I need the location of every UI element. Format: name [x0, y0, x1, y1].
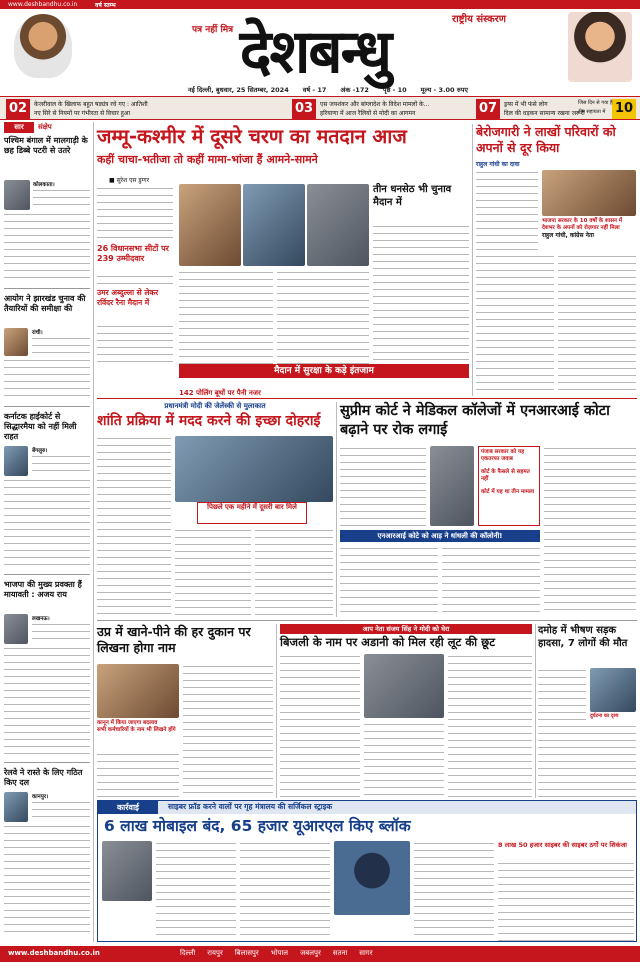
sidebar-item-body: [4, 358, 90, 402]
candidate-photo: [307, 184, 369, 266]
masthead-portrait-left: [14, 14, 72, 78]
sidebar-header-a: सार: [4, 122, 34, 133]
cyber-body: [240, 841, 330, 941]
modi-story[interactable]: [97, 402, 333, 617]
sidebar-item-dateline: कानपुर।: [32, 794, 49, 800]
sidebar-header-b: संक्षेप: [38, 123, 52, 131]
footer-city: दिल्ली: [180, 949, 196, 957]
lead-byline-name: सुरेश एस डुग्गर: [116, 177, 150, 184]
sidebar-item-body: [4, 824, 90, 934]
lead-box-1: [97, 244, 173, 274]
sc-body: [340, 546, 438, 616]
sidebar-item-photo: [4, 614, 28, 644]
accident-story[interactable]: [538, 624, 636, 798]
cyber-kicker: साइबर फ्रॉड करने वालों पर गृह मंत्रालय की सर्जिकल स्ट्राइक: [168, 802, 333, 811]
cyber-body: [498, 861, 634, 941]
adani-body: [364, 722, 444, 798]
teaser-line: टीम सहायता में: [578, 109, 606, 115]
dateline-price: मूल्य - 3.00 रुपए: [420, 86, 468, 94]
sc-bullet: कोर्ट में यह था तीन मामला: [481, 489, 535, 495]
sidebar-item-headline: भाजपा की मुख्य प्रवक्ता हैं मायावती : अजय राय: [4, 580, 82, 599]
lead-column-text: [97, 324, 173, 364]
teaser-line: एस जयशंकर और बांग्लादेश के विदेश मामलों के...: [320, 101, 430, 108]
dateline-date: नई दिल्ली, बुधवार, 25 सितम्बर, 2024: [187, 86, 289, 94]
lead-column-text: [97, 274, 173, 288]
sidebar-item-body: [4, 212, 90, 284]
sc-body: [544, 446, 636, 616]
modi-kicker: प्रधानमंत्री मोदी की जेलेंस्की से मुलाकात: [164, 402, 266, 410]
teaser-3[interactable]: [476, 99, 585, 119]
sidebar-item-dateline: बेंगलुरु।: [32, 448, 48, 454]
sc-story[interactable]: [340, 402, 636, 617]
cyber-body: [156, 841, 236, 941]
food-headline: उप्र में खाने-पीने की हर दुकान पर लिखना होगा नाम: [97, 624, 251, 655]
lead-inset-body: [373, 224, 469, 364]
sidebar-item[interactable]: [4, 768, 90, 938]
footer-city: भोपाल: [270, 949, 289, 957]
lead-substory: [179, 380, 469, 397]
sidebar-item-photo: [4, 180, 30, 210]
unemployment-headline: बेरोजगारी ने लाखों परिवारों को अपनों से दूर किया: [476, 124, 616, 155]
adani-photo: [364, 654, 444, 718]
sidebar: [4, 122, 90, 942]
cyber-headline: 6 लाख मोबाइल बंद, 65 हजार यूआरएल किए ब्लॉक: [104, 817, 411, 835]
adani-story[interactable]: [280, 624, 532, 798]
sc-bullet: कोर्ट के फैसले से सहमत नहीं: [481, 469, 530, 482]
unemployment-kicker: राहुल गांधी का दावा: [476, 161, 520, 168]
accident-caption: दुर्घटना का दृश्य: [590, 713, 619, 719]
food-story[interactable]: [97, 624, 273, 798]
lead-column-text: [179, 270, 273, 364]
sidebar-item[interactable]: [4, 294, 90, 404]
teaser-line: केजरीवाल के खिलाफ बहुत षड्यंत्र रचे गए : आतिशी: [34, 101, 148, 108]
unemployment-quote: [542, 218, 636, 250]
lead-column-text: [97, 186, 173, 242]
lead-headline: जम्मू-कश्मीर में दूसरे चरण का मतदान आज: [97, 125, 407, 148]
cyber-photo-2: [334, 841, 410, 915]
sidebar-item[interactable]: [4, 580, 90, 760]
footer-city: बिलासपुर: [234, 949, 259, 957]
teaser-2[interactable]: [292, 99, 462, 119]
lead-banner-text: मैदान में सुरक्षा के कड़े इंतजाम: [274, 366, 374, 376]
unemployment-story[interactable]: [476, 124, 636, 396]
accident-photo: [590, 668, 636, 712]
sc-callout: [340, 530, 540, 542]
food-photo: [97, 664, 179, 718]
lead-column-text: [277, 270, 369, 364]
lead-byline: ■ सुरेश एस डुग्गर: [109, 177, 150, 184]
sidebar-item-headline: कर्नाटक हाईकोर्ट से सिद्धारमैया को नहीं मिली राहत: [4, 412, 77, 441]
accident-body: [538, 724, 636, 798]
food-body: [183, 664, 273, 798]
lead-banner: [179, 364, 469, 378]
sidebar-item-body: [32, 454, 90, 476]
cyber-story[interactable]: [97, 800, 637, 942]
sc-callout-text: एनआरआई कोटे को आड़ ने धांधली की कॉलोनी!: [377, 532, 503, 540]
footer-website[interactable]: www.deshbandhu.co.in: [8, 949, 100, 957]
edition-label: राष्ट्रीय संस्करण: [452, 14, 507, 25]
dateline-bar: [108, 84, 548, 95]
cyber-label-bar: [98, 801, 636, 814]
lead-story[interactable]: [97, 124, 469, 396]
cyber-sub: 8 लाख 50 हजार साइबर की साइबर ठगों पर शिकंजा: [498, 841, 627, 849]
footer-city: सतना: [332, 949, 348, 957]
sc-headline: सुप्रीम कोर्ट ने मेडिकल कॉलेजों में एनआरआई कोटा बढ़ाने पर रोक लगाई: [340, 403, 610, 438]
sidebar-item-headline: आयोग ने झारखंड चुनाव की तैयारियों की समीक्षा की: [4, 294, 86, 313]
candidate-photo: [243, 184, 305, 266]
lead-photo-strip: [179, 184, 369, 266]
food-body: [97, 752, 179, 798]
cyber-body: [414, 841, 494, 941]
sc-photo: [430, 446, 474, 526]
sidebar-item-headline: रेलवे ने रास्ते के लिए गठित किए दल: [4, 768, 83, 787]
teaser-page-number: 02: [6, 99, 30, 119]
cyber-label: कार्रवाई: [98, 801, 158, 814]
modi-body: [175, 528, 251, 616]
lead-subheadline: कहीं चाचा-भतीजा तो कहीं मामा-भांजा हैं आमने-सामने: [97, 153, 318, 166]
footer-cities: [180, 949, 600, 958]
teaser-page-number: 07: [476, 99, 500, 119]
sidebar-item-body: [4, 646, 90, 756]
adani-kicker: आप नेता संजय सिंह ने मोदी को घेरा: [280, 624, 532, 634]
sc-bullets: [478, 446, 540, 526]
teaser-page-number: 10: [612, 99, 636, 119]
sidebar-item-headline: पश्चिम बंगाल में मालगाड़ी के छह डिब्बे पटरी से उतरे: [4, 136, 88, 155]
teaser-4[interactable]: [578, 99, 636, 119]
dateline-issue: अंक -172: [340, 86, 369, 94]
lead-box-1-title: 26 विधानसभा सीटों पर 239 उम्मीदवार: [97, 244, 169, 263]
modi-inset-text: पिछले एक महीने में दूसरी बार मिले: [207, 503, 297, 511]
modi-headline: शांति प्रक्रिया में मदद करने की इच्छा दोहराई: [97, 413, 321, 429]
teaser-line: नए सिरे से नियमों पर गंभीरता से विचार हुआ: [34, 110, 131, 117]
sidebar-item-dateline: कोलकाता।: [33, 182, 55, 188]
masthead-title: देशबन्धु: [239, 17, 391, 87]
sidebar-item-dateline: रांची।: [32, 330, 43, 336]
unemployment-body: [558, 254, 636, 394]
teaser-1[interactable]: [6, 99, 196, 119]
sidebar-item-body: [4, 478, 90, 570]
lead-substory-title: 142 पोलिंग बूथों पर पैनी नजर: [179, 389, 261, 397]
teaser-line: ड्रग्स में भी फंसे लोग: [504, 101, 548, 108]
accident-headline: दमोह में भीषण सड़क हादसा, 7 लोगों की मौत: [538, 625, 628, 649]
adani-body: [280, 654, 360, 798]
masthead-tagline: वर्ष स्तम्भ: [95, 2, 116, 9]
footer-city: जबलपुर: [300, 949, 321, 957]
sidebar-item-body: [32, 622, 90, 644]
sidebar-item-dateline: लखनऊ।: [32, 616, 50, 622]
teaser-line: दिल की धड़कन सामान्य रखना जरूरी: [504, 110, 585, 117]
sidebar-item[interactable]: [4, 136, 90, 286]
modi-body: [97, 436, 171, 616]
teaser-line: जिस दिन से गया है: [578, 100, 613, 106]
masthead: [0, 0, 640, 96]
food-bullet: सभी कर्मचारियों के नाम भी लिखने होंगे: [97, 727, 176, 733]
sc-body: [442, 546, 540, 616]
footer-bar: [0, 946, 640, 962]
sidebar-item-body: [32, 336, 90, 356]
unemployment-body: [476, 170, 538, 250]
unemployment-body: [476, 254, 554, 394]
rahul-gandhi-photo: [542, 170, 636, 216]
sidebar-item-photo: [4, 328, 28, 356]
masthead-portrait-right: [568, 12, 632, 82]
adani-body: [448, 654, 532, 798]
food-bullet: कानून में किया जाएगा बदलाव: [97, 720, 158, 726]
quote-text: भाजपा सरकार के 10 वर्षों के शासन में देशभर के अपनों को रोज़गार नहीं मिला: [542, 218, 623, 231]
dateline-pages: पृष्ठ - 10: [382, 86, 407, 94]
quote-author: राहुल गांधी, कांग्रेस नेता: [542, 232, 594, 239]
candidate-photo: [179, 184, 241, 266]
masthead-slogan: पत्र नहीं मित्र: [192, 25, 234, 35]
modi-body: [255, 528, 333, 616]
modi-zelensky-photo: [175, 436, 333, 502]
sidebar-item-body: [32, 800, 90, 822]
sidebar-header: [4, 122, 90, 133]
modi-inset: [197, 502, 307, 524]
masthead-website[interactable]: www.deshbandhu.co.in: [8, 1, 78, 8]
sc-body: [340, 446, 426, 526]
sidebar-item-photo: [4, 792, 28, 822]
teaser-page-number: 03: [292, 99, 316, 119]
footer-city: सागर: [359, 949, 373, 957]
sidebar-item-body: [33, 188, 90, 210]
dateline-year: वर्ष - 17: [302, 86, 327, 94]
sc-bullet: पंजाब सरकार को यह एकतरफा जवाब: [481, 449, 525, 462]
lead-box-2-title: उमर अब्दुल्ला से लेकर रविंदर रैना मैदान में: [97, 288, 159, 307]
footer-city: रायपुर: [207, 949, 223, 957]
lead-box-2: [97, 288, 173, 318]
adani-headline: बिजली के नाम पर अडानी को मिल रही लूट की छूट: [280, 635, 495, 649]
sidebar-item[interactable]: [4, 412, 90, 572]
food-bullets: [97, 720, 179, 750]
sidebar-item-photo: [4, 446, 28, 476]
lead-inset-headline: तीन धनसेठ भी चुनाव मैदान में: [373, 184, 452, 208]
lead-inset: [373, 184, 469, 364]
teaser-line: हरियाणा में आज रैलियों से मोदी का आगमन: [320, 110, 416, 117]
teaser-strip: [0, 96, 640, 120]
accident-body: [538, 668, 586, 722]
cyber-photo-1: [102, 841, 152, 901]
